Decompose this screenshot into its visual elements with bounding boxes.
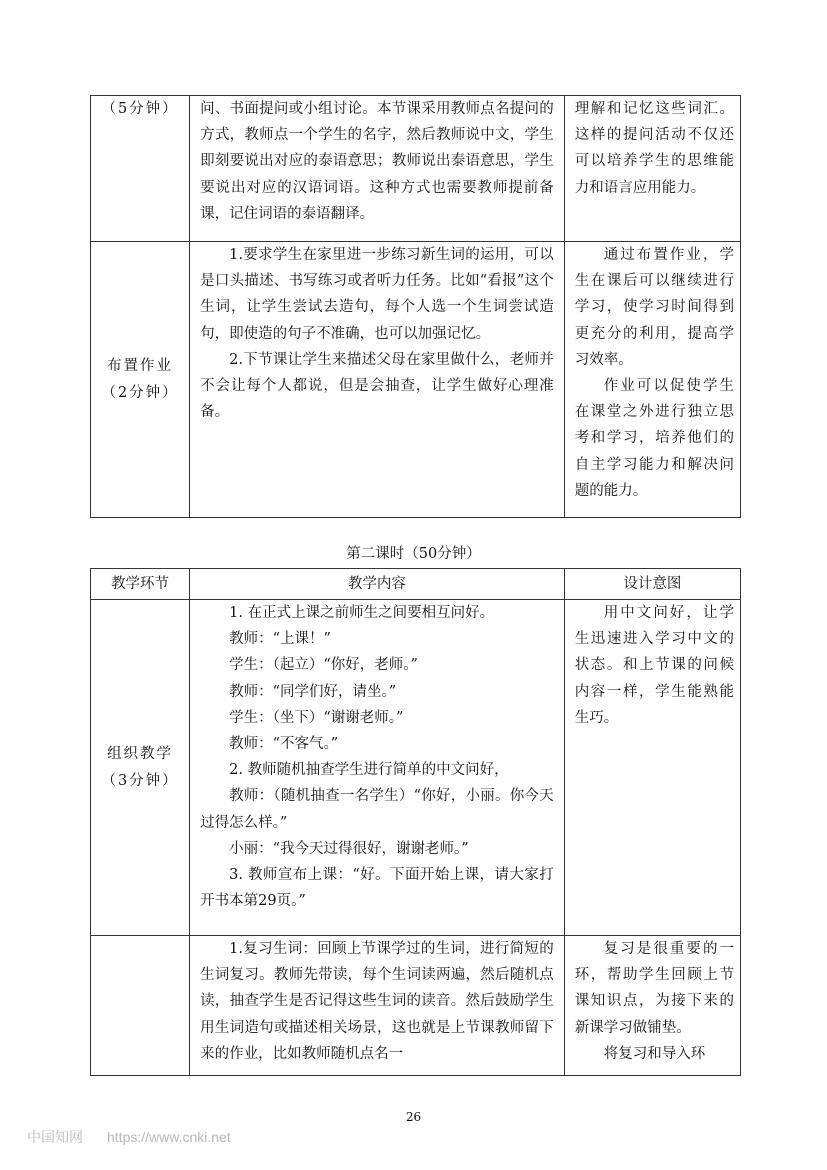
content-line: 2. 教师随机抽查学生进行简单的中文问好，	[229, 762, 509, 779]
lesson-table-part2	[90, 568, 741, 1076]
lesson-table-part1	[90, 95, 741, 518]
content-line: 学生：（坐下）“谢谢老师。”	[229, 709, 404, 726]
page-number: 26	[405, 1110, 422, 1124]
content-line: 1. 在正式上课之前师生之间要相互问好。	[229, 605, 495, 621]
intent-paragraph: 将复习和导入环	[603, 1045, 706, 1062]
section-caption: 第二课时（50分钟）	[346, 546, 481, 562]
table-row	[91, 600, 741, 936]
intent-paragraph: 复习是很重要的一环，帮助学生回顾上节课知识点，为接下来的新课学习做铺垫。	[574, 941, 734, 1036]
content-line: 学生：（起立）“你好，老师。”	[229, 657, 418, 674]
content-line: 小丽：“我今天过得很好，谢谢老师。”	[229, 840, 469, 857]
content-line: 教师：（随机抽查一名学生）“你好，小丽。你今天过得怎么样。”	[200, 788, 554, 831]
table-row	[91, 96, 741, 242]
content-line: 3. 教师宣布上课：“好。下面开始上课，请大家打开书本第29页。”	[200, 867, 554, 910]
watermark	[27, 1127, 255, 1147]
content-paragraph: 1.要求学生在家里进一步练习新生词的运用，可以是口头描述、书写练习或者听力任务。比如“看报”这个生词，让学生尝试去造句，每个人选一个生词尝试造句，即使造的句子不准确，也可以加强记忆。	[200, 247, 554, 342]
content-line: 教师：“不客气。”	[229, 736, 339, 753]
content-cell: 问、书面提问或小组讨论。本节课采用教师点名提问的方式，教师点一个学生的名字，然后教师说中文，学生即刻要说出对应的泰语意思；教师说出泰语意思，学生要说出对应的汉语词语。这种方式也需要教师提前备课，记住词语的泰语翻译。	[200, 101, 554, 222]
stage-cell-title: 组织教学	[107, 746, 174, 763]
stage-cell-title: 布置作业	[107, 358, 174, 375]
intent-paragraph: 通过布置作业，学生在课后可以继续进行学习，使学习时间得到更充分的利用，提高学习效率。	[574, 247, 734, 368]
stage-cell-duration: （2分钟）	[101, 384, 179, 401]
stage-cell-duration: （3分钟）	[101, 772, 179, 789]
watermark-url: https://www.cnki.net	[107, 1129, 231, 1145]
stage-cell: （5分钟）	[101, 101, 179, 117]
table-row	[91, 242, 741, 518]
intent-paragraph: 用中文问好，让学生迅速进入学习中文的状态。和上节课的问候内容一样，学生能熟能生巧。	[574, 605, 734, 726]
table-row	[91, 936, 741, 1076]
watermark-brand: 中国知网	[27, 1129, 83, 1145]
content-line: 教师：“上课！”	[229, 631, 331, 648]
header-intent: 设计意图	[564, 569, 740, 600]
intent-cell: 理解和记忆这些词汇。这样的提问活动不仅还可以培养学生的思维能力和语言应用能力。	[574, 101, 734, 196]
header-stage: 教学环节	[91, 569, 190, 600]
content-line: 教师：“同学们好，请坐。”	[229, 683, 397, 700]
content-paragraph: 1.复习生词：回顾上节课学过的生词，进行简短的生词复习。教师先带读，每个生词读两遍，然后随机点读，抽查学生是否记得这些生词的读音。然后鼓励学生用生词造句或描述相关场景，这也就是上节课教师留下来的作业，比如教师随机点名一	[200, 941, 554, 1062]
header-content: 教学内容	[190, 569, 565, 600]
intent-paragraph: 作业可以促使学生在课堂之外进行独立思考和学习，培养他们的自主学习能力和解决问题的能力。	[574, 378, 734, 499]
content-paragraph: 2.下节课让学生来描述父母在家里做什么，老师并不会让每个人都说，但是会抽查，让学生做好心理准备。	[200, 351, 554, 421]
table-header-row	[91, 569, 741, 600]
